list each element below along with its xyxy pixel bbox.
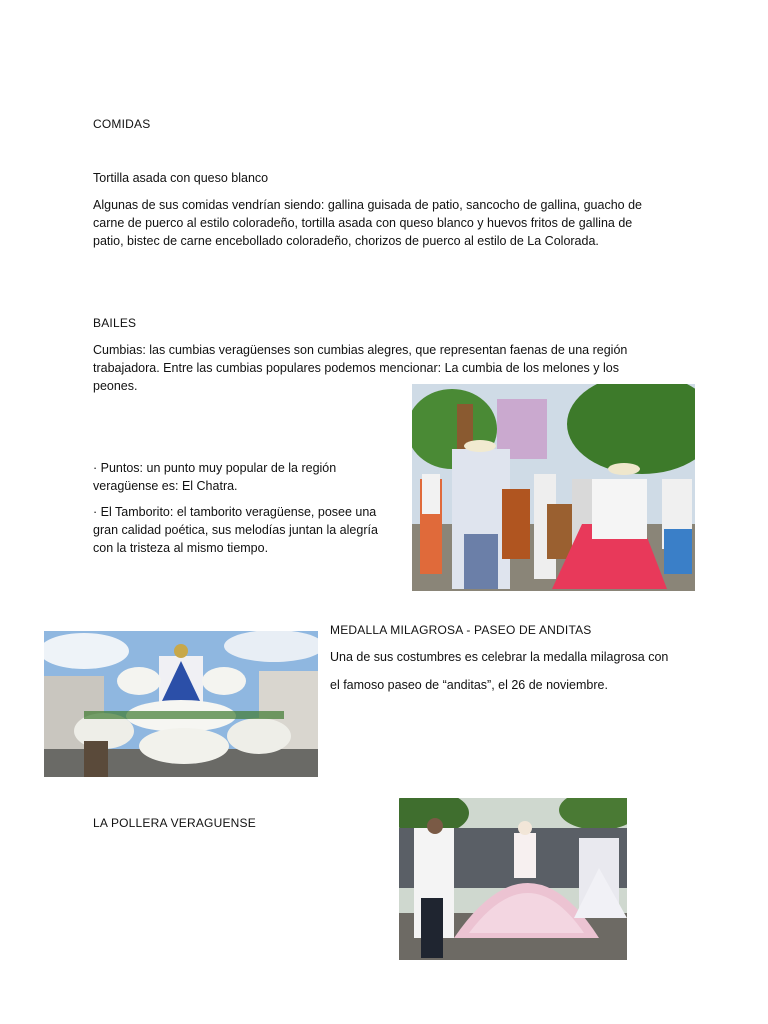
medalla-heading: MEDALLA MILAGROSA - PASEO DE ANDITAS xyxy=(330,623,592,637)
dance-photo xyxy=(412,384,695,591)
bailes-puntos-paragraph: · Puntos: un punto muy popular de la región veragüense es: El Chatra. xyxy=(93,461,337,493)
comidas-heading: COMIDAS xyxy=(93,117,151,131)
pollera-heading: LA POLLERA VERAGUENSE xyxy=(93,816,256,830)
bailes-heading: BAILES xyxy=(93,316,137,330)
medalla-line-1: Una de sus costumbres es celebrar la medalla milagrosa con xyxy=(330,650,669,664)
comidas-paragraph: Algunas de sus comidas vendrían siendo: gallina guisada de patio, sancocho de gallina, guacho de carne de puerco al estilo coloradeño, tortilla asada con queso blanco y huevos fritos de gallina de patio, bistec de carne encebollado coloradeño, chorizos de puerco al estilo de La Colorada. xyxy=(93,198,642,248)
medalla-line-2: el famoso paseo de “anditas”, el 26 de noviembre. xyxy=(330,678,608,692)
bailes-tamborito-paragraph: · El Tamborito: el tamborito veragüense, posee una gran calidad poética, sus melodías juntan la alegría con la tristeza al mismo tiempo. xyxy=(93,505,378,555)
virgin-procession-photo xyxy=(44,631,318,777)
pollera-photo xyxy=(399,798,627,960)
comidas-subheading: Tortilla asada con queso blanco xyxy=(93,171,269,185)
bailes-cumbias-paragraph: Cumbias: las cumbias veragüenses son cumbias alegres, que representan faenas de una región trabajadora. Entre las cumbias populares podemos mencionar: La cumbia de los melones y los peones. xyxy=(93,343,628,393)
